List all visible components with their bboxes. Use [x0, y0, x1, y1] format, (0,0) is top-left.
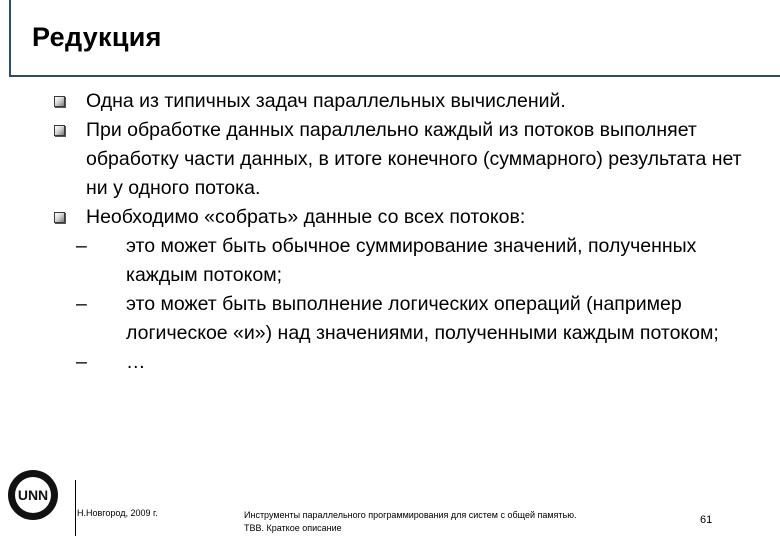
bullet-item [54, 116, 754, 203]
title-accent-vertical-line [9, 0, 11, 77]
dash-marker: – [76, 293, 87, 315]
square-bullet-icon [54, 212, 65, 223]
square-bullet-icon [54, 125, 65, 136]
bullet-text: Необходимо «собрать» данные со всех потоков: [86, 206, 526, 228]
bullet-item [54, 203, 754, 232]
footer-city-year: Н.Новгород, 2009 г. [77, 508, 158, 518]
footer-course-title [244, 509, 577, 535]
logo-text: UNN [17, 487, 49, 503]
dash-marker: – [76, 235, 87, 257]
square-bullet-icon [54, 96, 65, 107]
bullet-text: Одна из типичных задач параллельных вычислений. [86, 90, 566, 112]
bullet-text: При обработке данных параллельно каждый из потоков выполняет обработку части данных, в итоге конечного (суммарного) результата нет ни у одного потока. [86, 119, 742, 199]
sub-item-text: это может быть выполнение логических операций (например логическое «и») над значениями, полученными каждым потоком; [126, 293, 719, 344]
sub-item-text: это может быть обычное суммирование значений, полученных каждым потоком; [126, 235, 697, 286]
page-number: 61 [700, 514, 713, 526]
sub-item [76, 348, 754, 377]
university-logo-icon [6, 468, 60, 522]
sub-item [76, 290, 754, 348]
footer-divider [75, 480, 76, 536]
title-accent-horizontal-line [9, 75, 780, 77]
dash-marker: – [76, 351, 87, 373]
slide-content [54, 87, 754, 377]
slide-title: Редукция [32, 22, 162, 52]
bullet-item [54, 87, 754, 116]
footer-course-line: ТВВ. Краткое описание [244, 523, 342, 533]
sub-item-text: … [126, 351, 146, 373]
sub-item [76, 232, 754, 290]
footer-course-line: Инструменты параллельного программирования для систем с общей памятью. [244, 510, 577, 520]
